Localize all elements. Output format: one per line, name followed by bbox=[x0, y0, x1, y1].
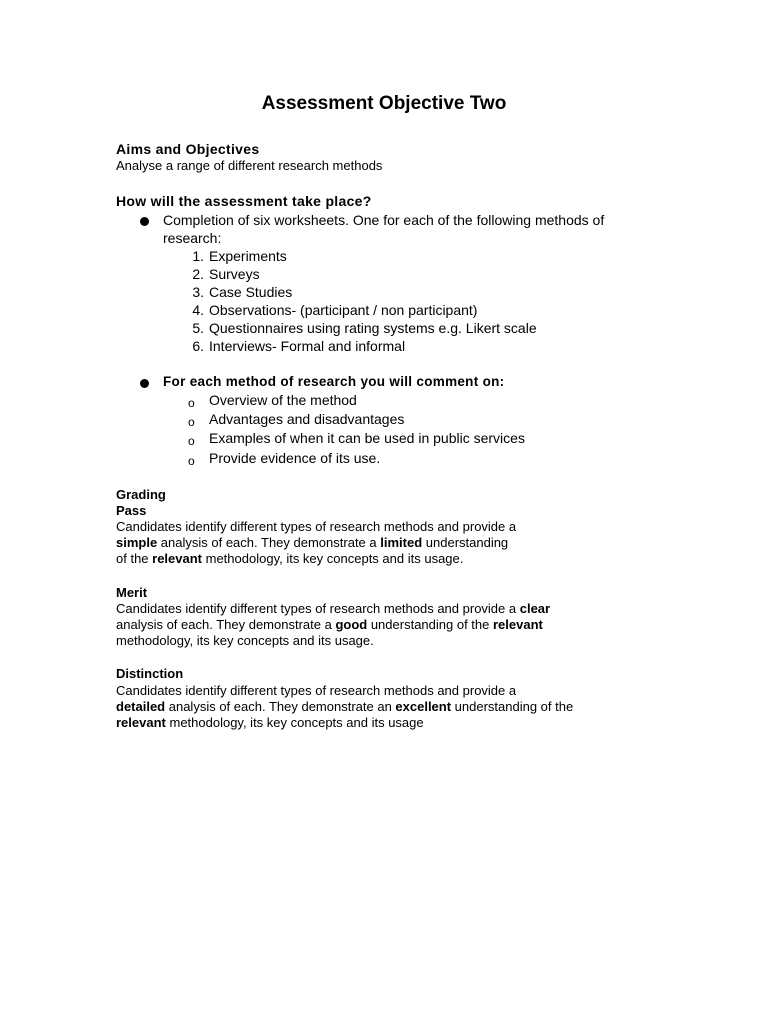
hollow-bullet-icon: o bbox=[188, 454, 195, 468]
bullet-text: Completion of six worksheets. One for each of the following methods of bbox=[163, 212, 605, 228]
bullet-icon bbox=[140, 213, 149, 229]
list-item: Overview of the method bbox=[209, 392, 357, 408]
list-item: Questionnaires using rating systems e.g. Likert scale bbox=[209, 320, 537, 336]
merit-line-1: Candidates identify different types of research methods and provide a clear bbox=[116, 601, 551, 616]
pass-line-3: of the relevant methodology, its key concepts and its usage. bbox=[116, 551, 464, 566]
bullet-text-cont: research: bbox=[163, 230, 222, 246]
list-item: Provide evidence of its use. bbox=[209, 450, 381, 466]
list-item: Examples of when it can be used in public services bbox=[209, 430, 525, 446]
grading-heading: Grading bbox=[116, 487, 166, 502]
list-number: 4. bbox=[192, 302, 204, 318]
list-number: 2. bbox=[192, 266, 204, 282]
distinction-line-1: Candidates identify different types of research methods and provide a bbox=[116, 683, 517, 698]
distinction-heading: Distinction bbox=[116, 666, 184, 681]
distinction-line-2: detailed analysis of each. They demonstrate an excellent understanding of the bbox=[116, 699, 574, 714]
hollow-bullet-icon: o bbox=[188, 415, 195, 429]
pass-line-1: Candidates identify different types of research methods and provide a bbox=[116, 519, 517, 534]
aims-heading: Aims and Objectives bbox=[116, 141, 260, 157]
bullet-icon bbox=[140, 375, 149, 391]
list-number: 1. bbox=[192, 248, 204, 264]
list-item: Case Studies bbox=[209, 284, 293, 300]
page-title: Assessment Objective Two bbox=[261, 93, 507, 114]
bullet-text-bold: For each method of research you will comment on: bbox=[163, 374, 505, 389]
list-number: 5. bbox=[192, 320, 204, 336]
list-item: Interviews- Formal and informal bbox=[209, 338, 406, 354]
hollow-bullet-icon: o bbox=[188, 434, 195, 448]
list-item: Advantages and disadvantages bbox=[209, 411, 405, 427]
pass-line-2: simple analysis of each. They demonstrate a limited understanding bbox=[116, 535, 509, 550]
hollow-bullet-icon: o bbox=[188, 396, 195, 410]
merit-line-2: analysis of each. They demonstrate a good understanding of the relevant bbox=[116, 617, 543, 632]
how-heading: How will the assessment take place? bbox=[116, 193, 372, 209]
pass-heading: Pass bbox=[116, 503, 147, 518]
merit-heading: Merit bbox=[116, 585, 148, 600]
list-item: Experiments bbox=[209, 248, 287, 264]
list-item: Surveys bbox=[209, 266, 260, 282]
merit-line-3: methodology, its key concepts and its usage. bbox=[116, 633, 374, 648]
distinction-line-3: relevant methodology, its key concepts and its usage bbox=[116, 715, 424, 730]
list-item: Observations- (participant / non participant) bbox=[209, 302, 478, 318]
list-number: 3. bbox=[192, 284, 204, 300]
list-number: 6. bbox=[192, 338, 204, 354]
aims-text: Analyse a range of different research methods bbox=[116, 158, 383, 173]
